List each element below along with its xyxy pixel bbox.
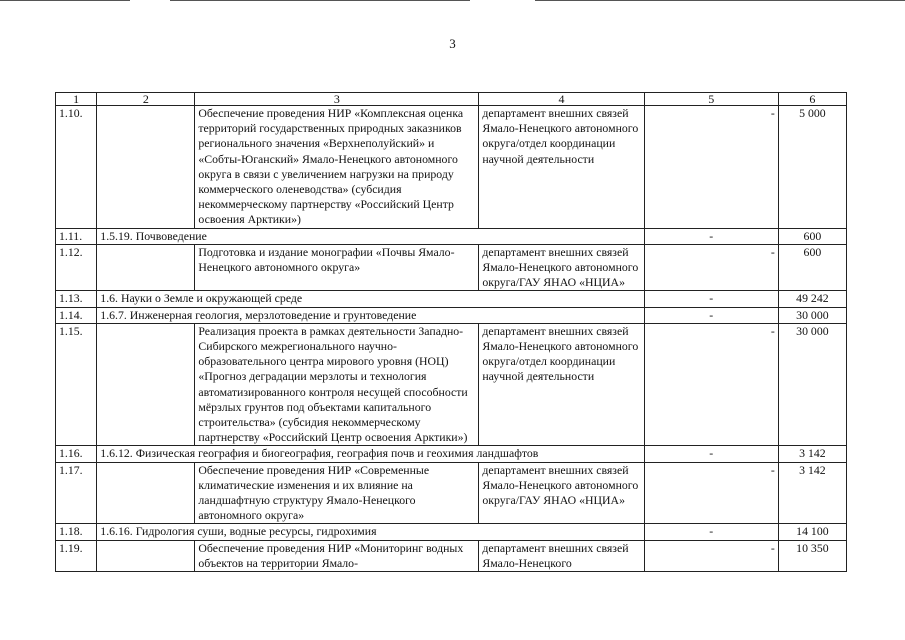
section-row (56, 524, 847, 540)
amount-cell: 5 000 (778, 106, 846, 229)
table-row (56, 106, 847, 229)
col5-cell: - (644, 244, 778, 291)
col2-cell (97, 244, 195, 291)
executor-cell: департамент внешних связей Ямало-Ненецкого автономного округа/отдел координации научной деятельности (479, 106, 644, 229)
executor-cell: департамент внешних связей Ямало-Ненецкого автономного округа/ГАУ ЯНАО «НЦИА» (479, 462, 644, 524)
col5-cell: - (644, 106, 778, 229)
description-cell: Подготовка и издание монографии «Почвы Ямало-Ненецкого автономного округа» (195, 244, 479, 291)
top-border-mid (170, 0, 470, 1)
table-row (56, 462, 847, 524)
table-row (56, 540, 847, 571)
col5-cell: - (644, 291, 778, 307)
header-cell: 4 (479, 93, 644, 106)
executor-cell: департамент внешних связей Ямало-Ненецкого автономного округа/ГАУ ЯНАО «НЦИА» (479, 244, 644, 291)
col2-cell (97, 106, 195, 229)
description-cell: Обеспечение проведения НИР «Мониторинг водных объектов на территории Ямало- (195, 540, 479, 571)
header-cell: 3 (195, 93, 479, 106)
table-row (56, 323, 847, 446)
col5-cell: - (644, 323, 778, 446)
section-title-cell: 1.6.16. Гидрология суши, водные ресурсы, гидрохимия (97, 524, 644, 540)
section-row (56, 228, 847, 244)
section-title-cell: 1.5.19. Почвоведение (97, 228, 644, 244)
amount-cell: 600 (778, 228, 846, 244)
amount-cell: 3 142 (778, 446, 846, 462)
top-border-right (535, 0, 905, 1)
description-cell: Реализация проекта в рамках деятельности Западно-Сибирского межрегионального научно-образовательного центра мирового уровня (НОЦ) «Прогноз деградации мерзлоты и технология автоматизированного контроля несущей способности мёрзлых грунтов под объектами капитального строительства» (субсидия некоммерческому партнерству «Российский Центр освоения Арктики») (195, 323, 479, 446)
col5-cell: - (644, 446, 778, 462)
document-table (55, 92, 847, 572)
header-cell: 1 (56, 93, 97, 106)
row-number-cell: 1.18. (56, 524, 97, 540)
header-cell: 6 (778, 93, 846, 106)
executor-cell: департамент внешних связей Ямало-Ненецкого автономного округа/отдел координации научной деятельности (479, 323, 644, 446)
row-number-cell: 1.13. (56, 291, 97, 307)
row-number-cell: 1.12. (56, 244, 97, 291)
section-row (56, 307, 847, 323)
row-number-cell: 1.16. (56, 446, 97, 462)
section-row (56, 446, 847, 462)
section-title-cell: 1.6. Науки о Земле и окружающей среде (97, 291, 644, 307)
amount-cell: 14 100 (778, 524, 846, 540)
row-number-cell: 1.11. (56, 228, 97, 244)
col5-cell: - (644, 228, 778, 244)
col5-cell: - (644, 462, 778, 524)
amount-cell: 10 350 (778, 540, 846, 571)
amount-cell: 30 000 (778, 307, 846, 323)
description-cell: Обеспечение проведения НИР «Комплексная оценка территорий государственных природных заказников регионального значения «Верхнеполуйский» и «Собты-Юганский» Ямало-Ненецкого автономного округа в связи с увеличением нагрузки на природу коммерческого оленеводства» (субсидия некоммерческому партнерству «Российский Центр освоения Арктики») (195, 106, 479, 229)
top-border-left (0, 0, 130, 1)
section-title-cell: 1.6.12. Физическая география и биогеография, география почв и геохимия ландшафтов (97, 446, 644, 462)
row-number-cell: 1.17. (56, 462, 97, 524)
header-cell: 2 (97, 93, 195, 106)
header-cell: 5 (644, 93, 778, 106)
col2-cell (97, 540, 195, 571)
row-number-cell: 1.10. (56, 106, 97, 229)
page-number: 3 (449, 36, 456, 51)
amount-cell: 600 (778, 244, 846, 291)
row-number-cell: 1.14. (56, 307, 97, 323)
table-header-row (56, 93, 847, 106)
row-number-cell: 1.19. (56, 540, 97, 571)
amount-cell: 49 242 (778, 291, 846, 307)
executor-cell: департамент внешних связей Ямало-Ненецкого (479, 540, 644, 571)
col5-cell: - (644, 524, 778, 540)
amount-cell: 30 000 (778, 323, 846, 446)
col2-cell (97, 323, 195, 446)
row-number-cell: 1.15. (56, 323, 97, 446)
table-row (56, 244, 847, 291)
description-cell: Обеспечение проведения НИР «Современные климатические изменения и их влияние на ландшафтную структуру Ямало-Ненецкого автономного округа» (195, 462, 479, 524)
col2-cell (97, 462, 195, 524)
amount-cell: 3 142 (778, 462, 846, 524)
col5-cell: - (644, 540, 778, 571)
section-title-cell: 1.6.7. Инженерная геология, мерзлотоведение и грунтоведение (97, 307, 644, 323)
section-row (56, 291, 847, 307)
col5-cell: - (644, 307, 778, 323)
